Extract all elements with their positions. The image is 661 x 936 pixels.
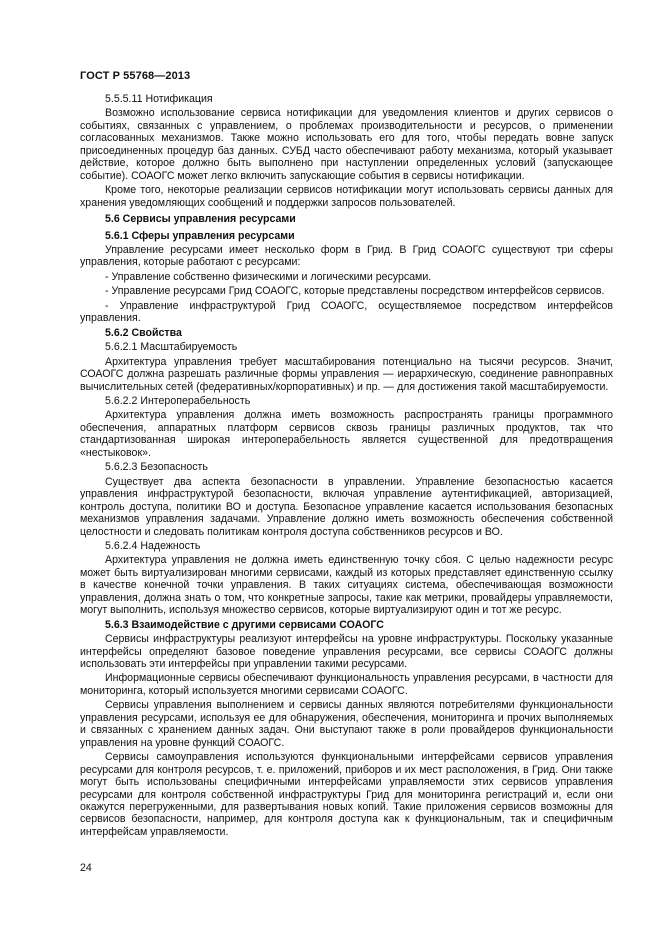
paragraph: Кроме того, некоторые реализации сервисов нотификации могут использовать сервисы данных для хранения уведомляющих сообщений и поддержки запросов пользователей. [80,184,613,209]
section-heading: 5.6.1 Сферы управления ресурсами [105,229,295,242]
paragraph: Существует два аспекта безопасности в управлении. Управление безопасностью касается управления инфраструктурой безопасности, включая управление аутентификацией, авторизацией, контроль доступа, политики ВО и доступа. Безопасное управление касается использования безопасных механизмов управления задачами. Управление должно иметь возможность обеспечения собственной целостности и следовать политикам контроля доступа собственников ресурсов и ВО. [80,475,613,538]
paragraph: Сервисы управления выполнением и сервисы данных являются потребителями функциональности управления ресурсами, используя ее для обнаружения, обеспечения, мониторинга и прочих выполняемых и связанных с хранением данных задач. Они выступают также в роли провайдеров функциональности управления на уровне функций СОАОГС. [80,699,613,749]
section-heading: 5.6.2.2 Интероперабельность [105,394,251,407]
paragraph: Сервисы самоуправления используются функциональными интерфейсами сервисов управления ресурсами для контроля ресурсов, т. е. приложений, приборов и их мест расположения, в Грид. Они также могут быть использованы специфичными интерфейсами управляемости этих сервисов управления ресурсами для контроля собственной инфраструктуры Грид для мониторинга регистраций и, если они окажутся перегруженными, для развертывания новых копий. Такие приложения сервисов возможны для сервисов безопасности, например, для контроля доступа как к функциональным, так и специфичным интерфейсам управляемости. [80,751,613,838]
paragraph: Сервисы инфраструктуры реализуют интерфейсы на уровне инфраструктуры. Поскольку указанные интерфейсы определяют базовое поведение управления ресурсами, все сервисы СОАОГС должны использовать эти интерфейсы при управлении такими ресурсами. [80,633,613,671]
paragraph: - Управление инфраструктурой Грид СОАОГС, осуществляемое посредством интерфейсов управления. [80,299,613,325]
paragraph: - Управление собственно физическими и логическими ресурсами. [105,270,432,283]
page-number: 24 [80,862,92,874]
section-heading: 5.5.5.11 Нотификация [105,93,213,105]
section-heading: 5.6.2 Свойства [105,326,182,339]
paragraph: Архитектура управления должна иметь возможность распространять границы программного обеспечения, аппаратных платформ сервисов сквозь границы различных продуктов, так что стандартизованная широкая интероперабельность является существенной для предотвращения «нестыковок». [80,409,613,459]
section-heading: 5.6 Сервисы управления ресурсами [105,213,296,226]
section-heading: 5.6.2.4 Надежность [105,539,201,552]
paragraph: Возможно использование сервиса нотификации для уведомления клиентов и других сервисов о событиях, связанных с управлением, о проблемах производительности и ресурсов, о применении согласованных механизмов. Также можно использовать его для того, чтобы передать вовне запуск присоединенных процедур баз данных. СУБД часто обеспечивают работу механизма, который указывает действие, которое должно быть выполнено при наступлении определенных условий (запускающее событие). СОАОГС может легко включить запускающие события в сервисы нотификации. [80,107,613,182]
paragraph: - Управление ресурсами Грид СОАОГС, которые представлены посредством интерфейсов сервисов. [105,285,605,298]
section-heading: 5.6.3 Взаимодействие с другими сервисами СОАОГС [105,618,384,631]
section-heading: 5.6.2.1 Масштабируемость [105,341,238,354]
paragraph: Архитектура управления требует масштабирования потенциально на тысячи ресурсов. Значит, СОАОГС должна разрешать различные формы управления — иерархическую, соединение равноправных вычислительных сетей (федеративных/корпоративных) и пр. — для достижения такой масштабируемости. [80,355,613,393]
paragraph: Информационные сервисы обеспечивают функциональность управления ресурсами, в частности для мониторинга, который используется многими сервисами СОАОГС. [80,672,613,697]
document-header: ГОСТ Р 55768—2013 [80,70,191,82]
section-heading: 5.6.2.3 Безопасность [105,461,208,474]
paragraph: Управление ресурсами имеет несколько форм в Грид. В Грид СОАОГС существуют три сферы управления, которые работают с ресурсами: [80,243,613,269]
paragraph: Архитектура управления не должна иметь единственную точку сбоя. С целью надежности ресурс может быть виртуализирован многими сервисами, каждый из которых представляет единственную ссылку в качестве конечной точки управления. В таких ситуациях система, обеспечивающая возможности управления, должна знать о том, что конкретные запросы, такие как метрики, провайдеры управляемости, могут выполнить, используя множество сервисов, которые виртуализируют один и тот же ресурс. [80,554,613,617]
document-body [80,93,613,840]
